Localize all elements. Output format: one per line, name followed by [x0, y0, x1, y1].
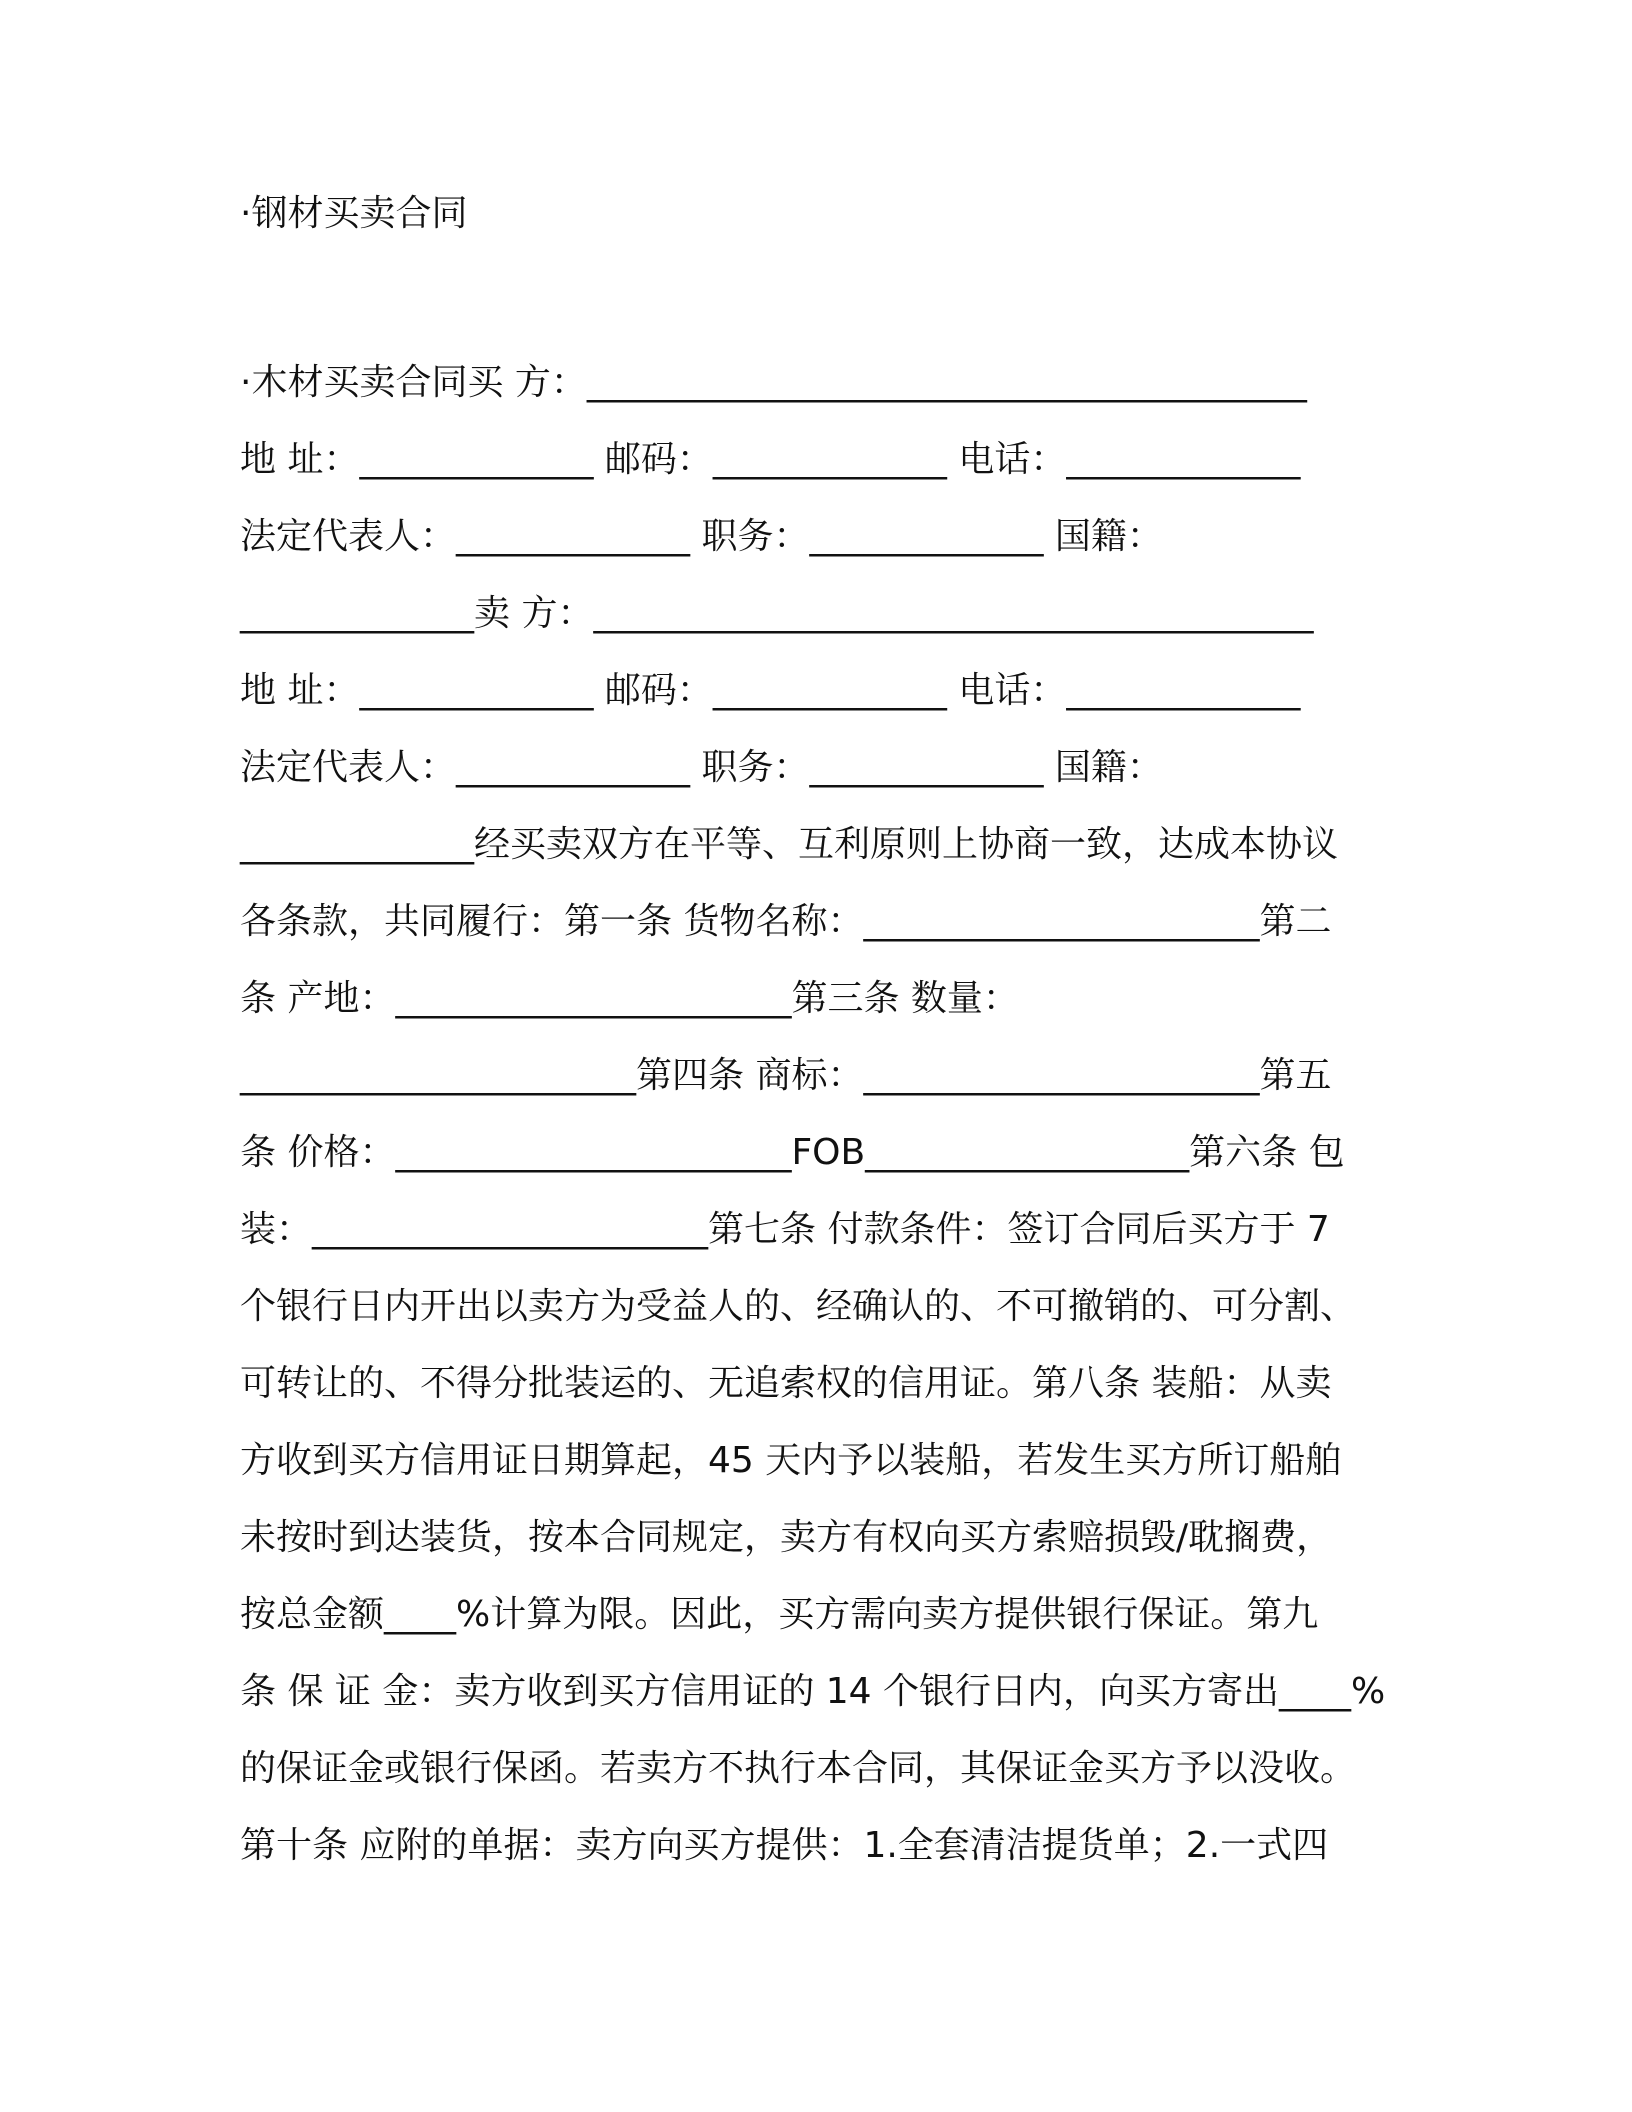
contract-line: 条 产地：______________________第三条 数量：	[240, 978, 1019, 1019]
contract-line: 未按时到达装货，按本合同规定，卖方有权向买方索赔损毁/耽搁费，	[240, 1517, 1333, 1558]
contract-line: ·木材买卖合同买 方：________________________________________	[240, 362, 1307, 403]
contract-body	[240, 344, 1430, 1884]
contract-line: 法定代表人：_____________ 职务：_____________ 国籍：	[240, 516, 1163, 557]
contract-line: 方收到买方信用证日期算起，45 天内予以装船，若发生买方所订船舶	[240, 1440, 1342, 1481]
contract-line: 法定代表人：_____________ 职务：_____________ 国籍：	[240, 747, 1163, 788]
contract-line: 第十条 应附的单据：卖方向买方提供：1.全套清洁提货单；2.一式四	[240, 1825, 1329, 1866]
contract-line: 装：______________________第七条 付款条件：签订合同后买方于 7	[240, 1209, 1330, 1250]
contract-line: _____________卖 方：________________________________________	[240, 593, 1314, 634]
contract-line: 地 址：_____________ 邮码：_____________ 电话：_____________	[240, 670, 1301, 711]
contract-line: 各条款，共同履行：第一条 货物名称：______________________第二	[240, 901, 1332, 942]
contract-line: 的保证金或银行保函。若卖方不执行本合同，其保证金买方予以没收。	[240, 1748, 1357, 1789]
contract-line: 条 保 证 金：卖方收到买方信用证的 14 个银行日内，向买方寄出____%	[240, 1671, 1386, 1712]
contract-line: 可转让的、不得分批装运的、无追索权的信用证。第八条 装船：从卖	[240, 1363, 1332, 1404]
contract-line: ______________________第四条 商标：______________________第五	[240, 1055, 1332, 1096]
contract-line: 按总金额____%计算为限。因此，买方需向卖方提供银行保证。第九	[240, 1594, 1319, 1635]
contract-line: 地 址：_____________ 邮码：_____________ 电话：_____________	[240, 439, 1301, 480]
contract-line: _____________经买卖双方在平等、互利原则上协商一致，达成本协议	[240, 824, 1339, 865]
contract-line: 条 价格：______________________FOB__________________第六条 包	[240, 1132, 1345, 1173]
document-title: ·钢材买卖合同	[240, 193, 468, 234]
contract-line: 个银行日内开出以卖方为受益人的、经确认的、不可撤销的、可分割、	[240, 1286, 1357, 1327]
